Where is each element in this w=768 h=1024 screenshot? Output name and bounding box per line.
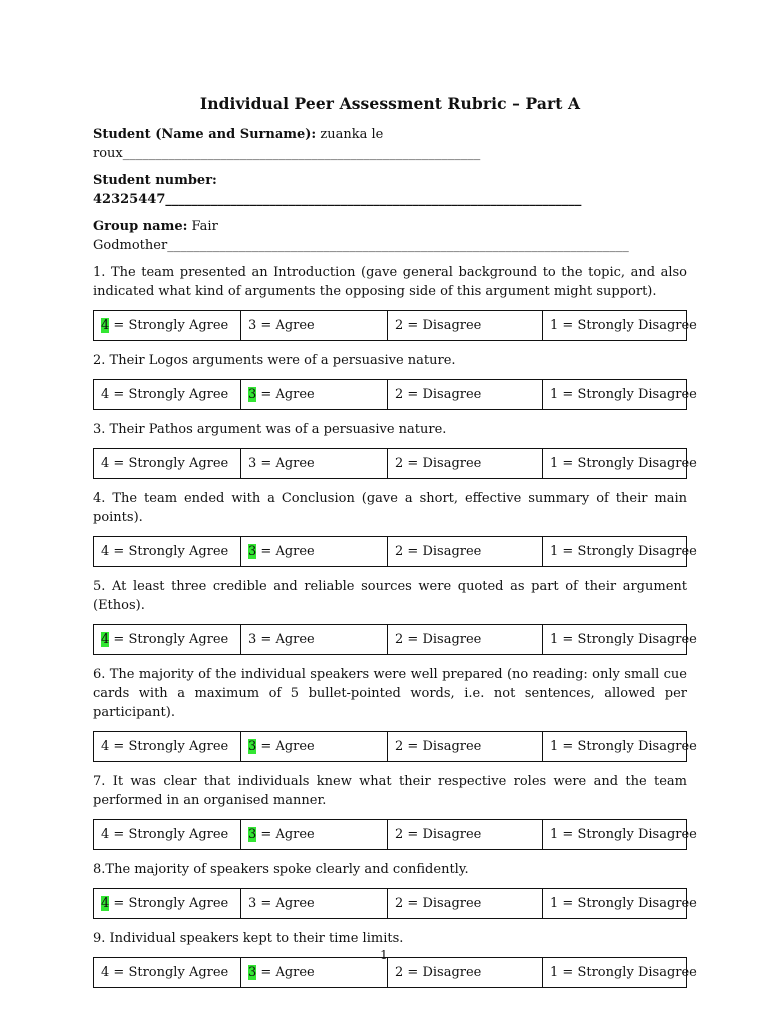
rating-label: = Disagree [403, 739, 482, 754]
rating-number: 4 [101, 544, 110, 559]
rating-option-2[interactable] [388, 958, 543, 988]
rating-option-2[interactable] [388, 537, 543, 567]
rating-option-2[interactable] [388, 732, 543, 762]
selected-rating-highlight: 3 [248, 739, 257, 754]
rating-number: 1 [550, 739, 559, 754]
rating-label: = Disagree [403, 827, 482, 842]
page-number: 1 [380, 948, 388, 962]
rating-option-3[interactable] [241, 449, 388, 479]
rating-option-2[interactable] [388, 380, 543, 410]
rating-number: 3 [248, 318, 257, 333]
rating-option-4[interactable] [94, 625, 241, 655]
rating-label: = Strongly Disagree [558, 387, 697, 402]
rating-option-4[interactable] [94, 820, 241, 850]
rating-option-1[interactable] [543, 625, 697, 655]
rating-scale [93, 379, 697, 410]
rating-label: = Disagree [403, 456, 482, 471]
rating-label: = Agree [256, 456, 315, 471]
rating-label: = Disagree [403, 544, 482, 559]
rating-scale [93, 888, 697, 919]
rating-option-3[interactable] [241, 732, 388, 762]
rating-label: = Strongly Disagree [558, 896, 697, 911]
student-name-field [93, 125, 687, 163]
rating-label: = Agree [256, 896, 315, 911]
rating-scale [93, 448, 697, 479]
rating-number: 1 [550, 632, 559, 647]
student-number-label: Student number: [93, 173, 217, 188]
rating-option-3[interactable] [241, 380, 388, 410]
rating-number: 4 [101, 387, 110, 402]
question-text: 3. Their Pathos argument was of a persuasive nature. [93, 422, 447, 437]
rating-number: 2 [395, 387, 404, 402]
rating-number: 2 [395, 456, 404, 471]
rating-label: = Strongly Agree [109, 632, 229, 647]
rating-number: 2 [395, 827, 404, 842]
questions-list [93, 263, 697, 988]
group-name-line2: Godmother_______________________________________________________________________ [93, 238, 629, 253]
rating-option-4[interactable] [94, 449, 241, 479]
rating-option-2[interactable] [388, 820, 543, 850]
question-text: 7. It was clear that individuals knew what their respective roles were and the team performed in an organised manner. [93, 774, 687, 808]
rating-label: = Strongly Agree [109, 739, 229, 754]
student-number-value: 42325447________________________________________________________________ [93, 192, 582, 207]
student-name-value: zuanka le [316, 127, 384, 142]
rating-option-1[interactable] [543, 958, 697, 988]
rating-label: = Disagree [403, 896, 482, 911]
selected-rating-highlight: 3 [248, 827, 257, 842]
group-name-field [93, 217, 687, 255]
rating-number: 1 [550, 827, 559, 842]
selected-rating-highlight: 3 [248, 387, 257, 402]
rating-label: = Strongly Disagree [558, 632, 697, 647]
rating-option-3[interactable] [241, 889, 388, 919]
rating-option-2[interactable] [388, 449, 543, 479]
rating-option-1[interactable] [543, 449, 697, 479]
rating-option-1[interactable] [543, 820, 697, 850]
rating-option-4[interactable] [94, 537, 241, 567]
student-number-field [93, 171, 687, 209]
rating-number: 1 [550, 544, 559, 559]
rating-option-2[interactable] [388, 311, 543, 341]
rating-option-4[interactable] [94, 380, 241, 410]
rating-label: = Strongly Agree [109, 896, 229, 911]
rating-label: = Strongly Disagree [558, 965, 697, 980]
rating-scale [93, 624, 697, 655]
rating-option-1[interactable] [543, 311, 697, 341]
rating-number: 2 [395, 632, 404, 647]
rating-scale [93, 819, 697, 850]
question-text: 8.The majority of speakers spoke clearly and confidently. [93, 862, 469, 877]
question-text: 9. Individual speakers kept to their time limits. [93, 931, 404, 946]
rating-option-3[interactable] [241, 625, 388, 655]
group-name-label: Group name: [93, 219, 188, 234]
rating-label: = Strongly Disagree [558, 544, 697, 559]
student-name-label: Student (Name and Surname): [93, 127, 317, 142]
rating-label: = Agree [256, 632, 315, 647]
rating-option-1[interactable] [543, 889, 697, 919]
rating-scale [93, 536, 697, 567]
rating-scale [93, 310, 697, 341]
rating-label: = Strongly Agree [109, 387, 229, 402]
rating-number: 1 [550, 387, 559, 402]
rating-label: = Agree [256, 544, 315, 559]
rating-label: = Strongly Disagree [558, 456, 697, 471]
rating-label: = Agree [256, 827, 315, 842]
rating-label: = Strongly Agree [109, 318, 229, 333]
rating-label: = Disagree [403, 318, 482, 333]
rating-option-3[interactable] [241, 958, 388, 988]
rating-number: 4 [101, 827, 110, 842]
selected-rating-highlight: 3 [248, 544, 257, 559]
rating-option-1[interactable] [543, 537, 697, 567]
selected-rating-highlight: 4 [101, 896, 110, 911]
rating-option-4[interactable] [94, 958, 241, 988]
rating-option-4[interactable] [94, 311, 241, 341]
rating-number: 3 [248, 632, 257, 647]
rating-option-3[interactable] [241, 820, 388, 850]
rating-label: = Agree [256, 318, 315, 333]
question-text: 6. The majority of the individual speakers were well prepared (no reading: only small cue cards with a maximum of 5 bullet-pointed words, i.e. not sentences, allowed per participant). [93, 667, 687, 720]
question-text: 1. The team presented an Introduction (gave general background to the topic, and also indicated what kind of arguments the opposing side of this argument might support). [93, 265, 687, 299]
rating-label: = Disagree [403, 632, 482, 647]
rating-option-3[interactable] [241, 537, 388, 567]
rating-number: 3 [248, 896, 257, 911]
rating-label: = Strongly Agree [109, 965, 229, 980]
rating-option-2[interactable] [388, 625, 543, 655]
rating-number: 4 [101, 739, 110, 754]
rating-label: = Disagree [403, 965, 482, 980]
rating-label: = Agree [256, 387, 315, 402]
rating-label: = Agree [256, 965, 315, 980]
rubric-page [93, 94, 697, 998]
rating-scale [93, 731, 697, 762]
selected-rating-highlight: 4 [101, 318, 110, 333]
selected-rating-highlight: 4 [101, 632, 110, 647]
rating-number: 1 [550, 318, 559, 333]
selected-rating-highlight: 3 [248, 965, 257, 980]
group-name-value: Fair [187, 219, 218, 234]
page-title: Individual Peer Assessment Rubric – Part A [199, 94, 581, 113]
rating-option-1[interactable] [543, 732, 697, 762]
question-text: 4. The team ended with a Conclusion (gave a short, effective summary of their main points). [93, 491, 687, 525]
rating-option-1[interactable] [543, 380, 697, 410]
rating-label: = Strongly Agree [109, 456, 229, 471]
rating-label: = Strongly Disagree [558, 318, 697, 333]
rating-number: 4 [101, 965, 110, 980]
rating-number: 2 [395, 544, 404, 559]
rating-number: 2 [395, 318, 404, 333]
rating-number: 4 [101, 456, 110, 471]
rating-label: = Strongly Agree [109, 544, 229, 559]
rating-number: 2 [395, 739, 404, 754]
rating-label: = Strongly Agree [109, 827, 229, 842]
rating-number: 3 [248, 456, 257, 471]
rating-number: 2 [395, 965, 404, 980]
rating-number: 1 [550, 965, 559, 980]
question-text: 5. At least three credible and reliable sources were quoted as part of their argument (Ethos). [93, 579, 687, 613]
rating-label: = Agree [256, 739, 315, 754]
student-name-line2: roux_______________________________________________________ [93, 146, 481, 161]
rating-option-3[interactable] [241, 311, 388, 341]
rating-option-4[interactable] [94, 889, 241, 919]
rating-label: = Disagree [403, 387, 482, 402]
question-text: 2. Their Logos arguments were of a persuasive nature. [93, 353, 456, 368]
rating-option-4[interactable] [94, 732, 241, 762]
rating-number: 1 [550, 456, 559, 471]
rating-option-2[interactable] [388, 889, 543, 919]
rating-label: = Strongly Disagree [558, 739, 697, 754]
rating-number: 1 [550, 896, 559, 911]
rating-number: 2 [395, 896, 404, 911]
rating-label: = Strongly Disagree [558, 827, 697, 842]
